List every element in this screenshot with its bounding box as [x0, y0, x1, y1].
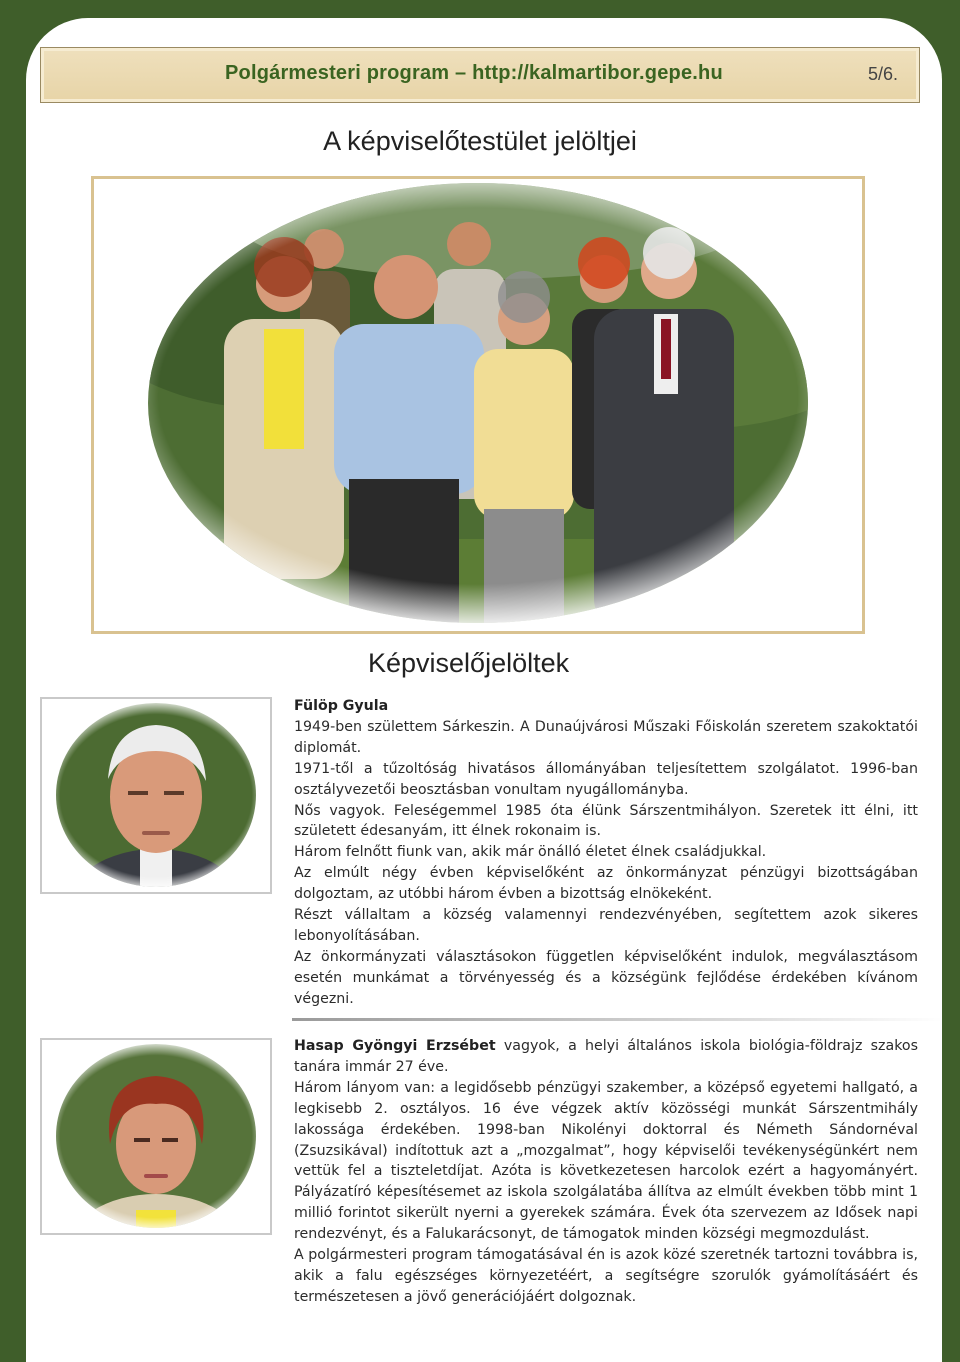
candidate1-paragraph: Nős vagyok. Feleségemmel 1985 óta élünk Sárszentmihályon. Szeretek itt élni, itt született édesanyám, itt élnek rokonaim is.	[294, 802, 918, 840]
candidate1-paragraph: Az elmúlt négy évben képviselőként az önkormányzat pénzügyi bizottságában dolgoztam, az utóbbi három évben a bizottság elnökeként.	[294, 865, 918, 903]
portrait-fulop-gyula	[40, 697, 272, 894]
candidate1-bio	[294, 696, 918, 1010]
candidate1-name: Fülöp Gyula	[294, 698, 389, 714]
candidate2-bio	[294, 1036, 918, 1308]
portrait-hasap-gyongyi	[40, 1038, 272, 1235]
candidate2-intro	[294, 1036, 918, 1078]
divider	[292, 1018, 942, 1021]
section-title: Képviselőjelöltek	[368, 648, 570, 678]
candidate2-paragraph: Három lányom van: a legidősebb pénzügyi szakember, a középső egyetemi hallgató, a legkisebb 2. osztályos. 16 éve végzek aktív közösségi munkát Sárszentmihály lakossága érdekében. 1998-ban Nikolényi doktorral és Németh Sándornéval (Zsuzsikával) indítottuk azt a „mozgalmat”, hogy képviselői tevékenységünkért nem vettük fel a tiszteletdíjat. Azóta is következetesen harcolok ezért a hagyományért. Pályázatíró képesítésemet az iskola szolgálatába állítva az elmúlt években több mint 1 millió forintot sikerült nyerni a gyerekek számára. Évek óta szervezem az Idősek napi rendezvényt, és a Falukarácsonyt, de támogatok minden községi megmozdulást.	[294, 1079, 918, 1243]
candidate1-paragraph: Részt vállaltam a község valamennyi rendezvényében, segítettem azok sikeres lebonyolításában.	[294, 907, 918, 944]
candidate2-name: Hasap Gyöngyi Erzsébet	[294, 1038, 496, 1054]
candidate1-paragraph: 1949-ben születtem Sárkeszin. A Dunaújvárosi Műszaki Főiskolán szeretem szakoktatói diplomát.	[294, 718, 918, 756]
header-title: Polgármesteri program – http://kalmartibor.gepe.hu	[225, 62, 723, 84]
group-photo	[91, 176, 865, 634]
candidate2-intro-text: vagyok, a helyi általános iskola biológia-földrajz szakos tanára immár 27 éve.	[294, 1038, 918, 1075]
page-number: 5/6.	[868, 64, 899, 84]
candidate2-paragraph: A polgármesteri program támogatásával én is azok közé szeretnék tartozni továbbra is, akik a falu egészséges környezetéért, a segítségre szorulók gyámolításáért és természetesen a jövő generációjáért dolgoznak.	[294, 1247, 918, 1305]
candidate1-paragraph: Az önkormányzati választásokon független képviselőként indulok, megválasztásom esetén munkámat a törvényesség és a községünk fejlődése érdekében kívánom végezni.	[294, 948, 918, 1007]
candidate1-paragraph: 1971-től a tűzoltóság hivatásos állományában teljesítettem szolgálatot. 1996-ban osztályvezetői beosztásban vonultam nyugállományba.	[294, 760, 918, 798]
page-title: A képviselőtestület jelöltjei	[323, 126, 637, 156]
candidate1-paragraph: Három felnőtt fiunk van, akik már önálló életet élnek családjukkal.	[294, 844, 767, 861]
